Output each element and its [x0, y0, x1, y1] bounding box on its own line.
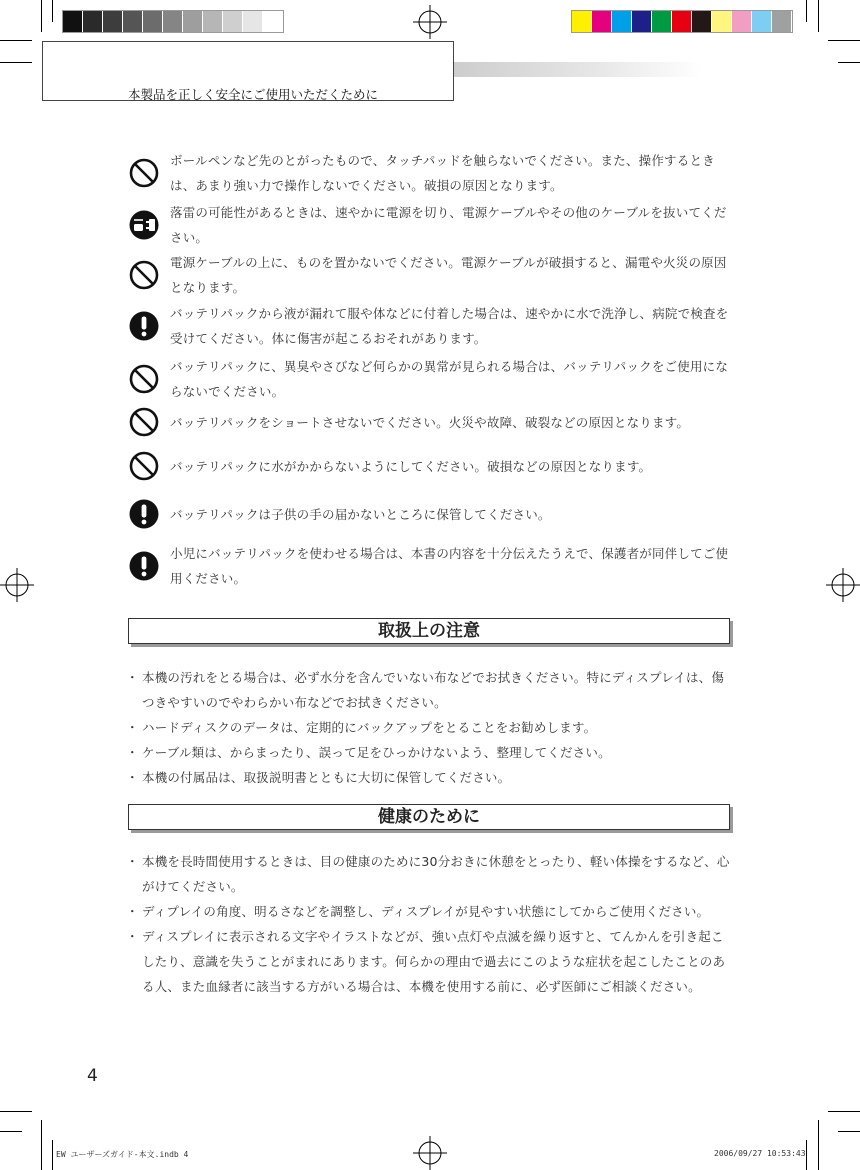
- color-swatch: [103, 11, 123, 32]
- color-swatch: [672, 11, 692, 32]
- color-swatch: [223, 11, 243, 32]
- section-heading-health-title: 健康のために: [378, 807, 480, 827]
- color-swatch: [203, 11, 223, 32]
- footer-file-slug: EW ユーザーズガイド-本文.indb 4: [56, 1150, 189, 1159]
- warning-text: 小児にバッテリパックを使わせる場合は、本書の内容を十分伝えたうえで、保護者が同伴してご使用ください。: [170, 546, 729, 586]
- warning-text: バッテリパックから液が漏れて服や体などに付着した場合は、速やかに水で洗浄し、病院で検査を受けてください。体に傷害が起こるおそれがあります。: [170, 306, 729, 346]
- color-swatch: [63, 11, 83, 32]
- registration-mark-right: [826, 568, 860, 602]
- process-color-bar: [571, 10, 793, 33]
- handling-notes-list: [128, 665, 732, 790]
- color-swatch: [692, 11, 712, 32]
- warning-text: ボールペンなど先のとがったもので、タッチパッドを触らないでください。また、操作するときは、あまり強い力で操作しないでください。破損の原因となります。: [170, 153, 715, 193]
- color-swatch: [612, 11, 632, 32]
- registration-mark-left: [0, 568, 34, 602]
- color-swatch: [752, 11, 772, 32]
- color-swatch: [652, 11, 672, 32]
- list-item: ・ 本機の付属品は、取扱説明書とともに大切に保管してください。: [128, 765, 732, 790]
- color-swatch: [572, 11, 592, 32]
- list-item: ・ ディプレイの角度、明るさなどを調整し、ディスプレイが見やすい状態にしてからご使用ください。: [128, 899, 732, 924]
- prohibition-icon: [128, 406, 160, 438]
- color-swatch: [123, 11, 143, 32]
- registration-mark-top: [413, 5, 447, 39]
- warning-text: 電源ケーブルの上に、ものを置かないでください。電源ケーブルが破損すると、漏電や火災の原因となります。: [170, 255, 727, 295]
- prohibition-icon: [128, 259, 160, 291]
- section-heading-handling-title: 取扱上の注意: [378, 621, 480, 641]
- list-item: ・ ハードディスクのデータは、定期的にバックアップをとることをお勧めします。: [128, 715, 732, 740]
- page-number: 4: [87, 1066, 98, 1086]
- color-swatch: [243, 11, 263, 32]
- warning-text: 落雷の可能性があるときは、速やかに電源を切り、電源ケーブルやその他のケーブルを抜いてください。: [170, 205, 727, 245]
- registration-mark-bottom: [413, 1136, 447, 1170]
- exclamation-icon: [128, 310, 160, 342]
- list-item: ・ 本機の汚れをとる場合は、必ず水分を含んでいない布などでお拭きください。特にディスプレイは、傷つきやすいのでやわらかい布などでお拭きください。: [128, 665, 732, 715]
- prohibition-icon: [128, 450, 160, 482]
- health-notes-list: [128, 849, 732, 999]
- color-swatch: [772, 11, 792, 32]
- warning-text: バッテリパックをショートさせないでください。火災や故障、破裂などの原因となります。: [170, 415, 690, 430]
- color-swatch: [732, 11, 752, 32]
- warning-text: バッテリパックに水がかからないようにしてください。破損などの原因となります。: [170, 459, 652, 474]
- warning-text: バッテリパックは子供の手の届かないところに保管してください。: [170, 507, 551, 522]
- color-swatch: [263, 11, 283, 32]
- list-item: ・ ディスプレイに表示される文字やイラストなどが、強い点灯や点滅を繰り返すと、てんかんを引き起こしたり、意識を失うことがまれにあります。何らかの理由で過去にこのような症状を起こしたことのある人、また血縁者に該当する方がいる場合は、本機を使用する前に、必ず医師にご相談ください。: [128, 924, 732, 999]
- footer-timestamp: 2006/09/27 10:53:43: [714, 1149, 806, 1158]
- color-swatch: [83, 11, 103, 32]
- unplug-icon: [128, 209, 160, 241]
- color-swatch: [712, 11, 732, 32]
- list-item: ・ 本機を長時間使用するときは、目の健康のために30分おきに休憩をとったり、軽い体操をするなど、心がけてください。: [128, 849, 732, 899]
- warning-text: バッテリパックに、異臭やさびなど何らかの異常が見られる場合は、バッテリパックをご使用にならないでください。: [170, 359, 729, 399]
- color-swatch: [163, 11, 183, 32]
- running-header-title: 本製品を正しく安全にご使用いただくために: [128, 87, 379, 102]
- prohibition-icon: [128, 363, 160, 395]
- prohibition-icon: [128, 157, 160, 189]
- exclamation-icon: [128, 550, 160, 582]
- section-heading-handling: [128, 618, 730, 644]
- exclamation-icon: [128, 498, 160, 530]
- list-item: ・ ケーブル類は、からまったり、誤って足をひっかけないよう、整理してください。: [128, 740, 732, 765]
- color-swatch: [632, 11, 652, 32]
- grayscale-color-bar: [62, 10, 284, 33]
- section-heading-health: [128, 804, 730, 830]
- color-swatch: [183, 11, 203, 32]
- color-swatch: [592, 11, 612, 32]
- color-swatch: [143, 11, 163, 32]
